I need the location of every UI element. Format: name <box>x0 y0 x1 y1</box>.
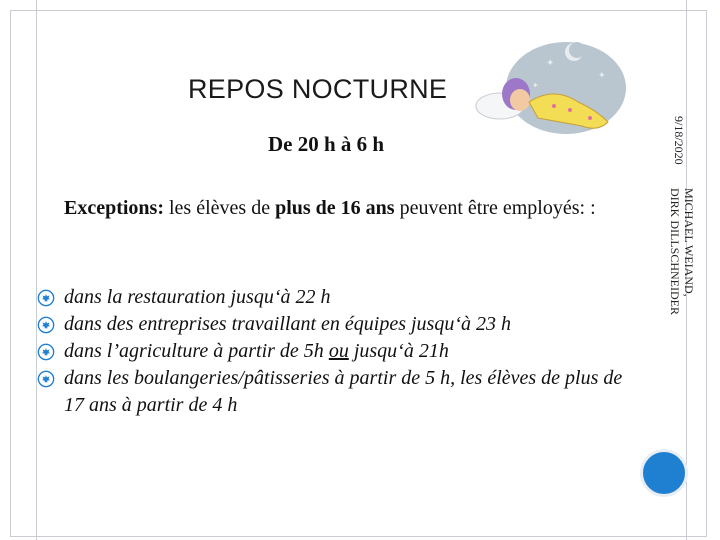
exceptions-paragraph <box>64 195 624 221</box>
bullet-text: dans l’agriculture à partir de 5h <box>64 340 329 362</box>
time-range: De 20 h à 6 h <box>268 132 385 156</box>
exceptions-label: Exceptions: <box>64 197 164 219</box>
bullet-underlined: ou <box>328 340 349 362</box>
bullet-icon <box>37 370 55 388</box>
bullet-icon <box>37 343 55 361</box>
sleeping-girl-clipart <box>474 36 626 140</box>
svg-text:✦: ✦ <box>532 81 539 90</box>
exceptions-age: plus de 16 ans <box>275 197 395 219</box>
side-date: 9/18/2020 <box>672 116 686 165</box>
bullet-tail: jusqu‘à 21h <box>348 340 449 362</box>
list-item <box>37 365 627 419</box>
bullet-icon <box>37 316 55 334</box>
decorative-circle <box>640 449 688 497</box>
left-rail <box>36 0 37 540</box>
list-item <box>37 311 627 338</box>
bullet-text: dans des entreprises travaillant en équipes jusqu‘à 23 h <box>64 313 511 335</box>
svg-text:✦: ✦ <box>598 70 606 80</box>
slide-title: REPOS NOCTURNE <box>188 74 448 104</box>
side-author: MICHAEL WEIAND, DIRK DILLSCHNEIDER <box>668 188 696 315</box>
list-item <box>37 284 627 311</box>
svg-text:✦: ✦ <box>546 58 555 69</box>
exceptions-text-post: peuvent être employés: : <box>394 197 596 219</box>
bullet-text: dans la restauration jusqu‘à 22 h <box>64 286 331 308</box>
bullet-icon <box>37 289 55 307</box>
bullet-text: dans les boulangeries/pâtisseries à partir de 5 h, les élèves de plus de 17 ans à partir de 4 h <box>64 367 623 416</box>
list-item <box>37 338 627 365</box>
exceptions-text-pre: les élèves de <box>164 197 276 219</box>
exceptions-list <box>37 284 627 419</box>
